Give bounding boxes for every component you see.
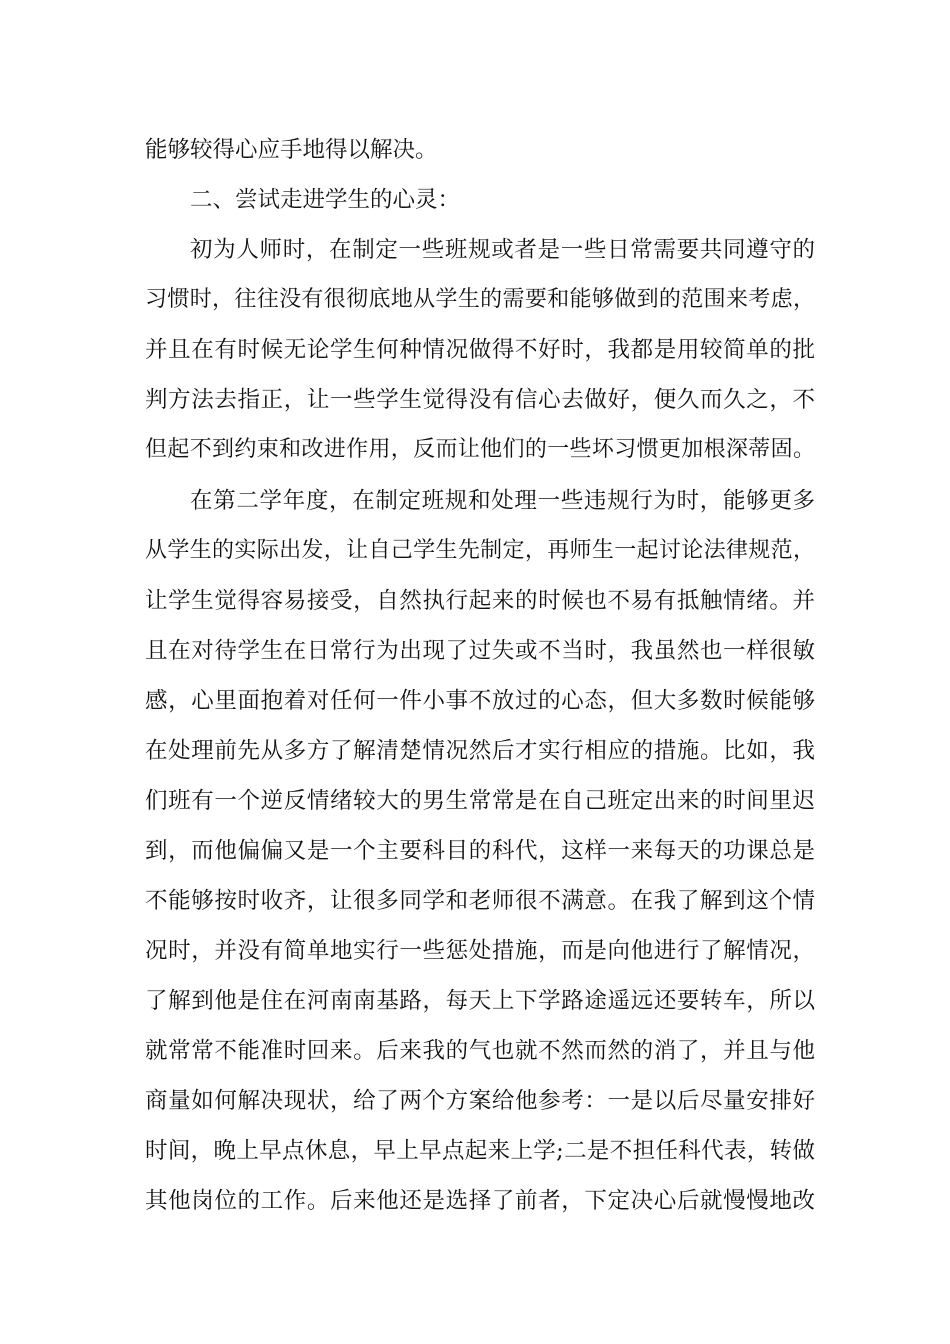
paragraph-line: 在处理前先从多方了解清楚情况然后才实行相应的措施。比如，我 <box>145 738 815 764</box>
paragraph-line: 初为人师时，在制定一些班规或者是一些日常需要共同遵守的 <box>190 237 815 263</box>
paragraph-line: 能够较得心应手地得以解决。 <box>145 137 438 163</box>
paragraph-line: 从学生的实际出发，让自己学生先制定，再师生一起讨论法律规范， <box>145 538 815 563</box>
paragraph-line: 感，心里面抱着对任何一件小事不放过的心态，但大多数时候能够 <box>145 688 815 714</box>
paragraph-line: 商量如何解决现状，给了两个方案给他参考：一是以后尽量安排好 <box>145 1088 815 1114</box>
paragraph-line: 不能够按时收齐，让很多同学和老师很不满意。在我了解到这个情 <box>145 888 815 914</box>
paragraph-line: 们班有一个逆反情绪较大的男生常常是在自己班定出来的时间里迟 <box>145 788 815 814</box>
paragraph-line: 让学生觉得容易接受，自然执行起来的时候也不易有抵触情绪。并 <box>145 588 815 614</box>
paragraph-line: 且在对待学生在日常行为出现了过失或不当时，我虽然也一样很敏 <box>145 638 815 664</box>
paragraph-line: 就常常不能准时回来。后来我的气也就不然而然的消了，并且与他 <box>145 1038 815 1064</box>
paragraph-line: 了解到他是住在河南南基路，每天上下学路途遥远还要转车，所以 <box>145 988 815 1014</box>
paragraph-line: 到，而他偏偏又是一个主要科目的科代，这样一来每天的功课总是 <box>145 838 815 864</box>
paragraph-line: 但起不到约束和改进作用，反而让他们的一些坏习惯更加根深蒂固。 <box>145 437 815 462</box>
paragraph-line: 况时，并没有简单地实行一些惩处措施，而是向他进行了解情况， <box>145 938 815 964</box>
paragraph-line: 其他岗位的工作。后来他还是选择了前者，下定决心后就慢慢地改 <box>145 1188 815 1214</box>
paragraph-line: 并且在有时候无论学生何种情况做得不好时，我都是用较简单的批 <box>145 337 815 363</box>
section-heading: 二、尝试走进学生的心灵： <box>190 187 461 213</box>
paragraph-line: 时间，晚上早点休息，早上早点起来上学;二是不担任科代表，转做 <box>145 1138 815 1164</box>
paragraph-line: 习惯时，往往没有很彻底地从学生的需要和能够做到的范围来考虑， <box>145 287 815 312</box>
paragraph-line: 判方法去指正，让一些学生觉得没有信心去做好，便久而久之，不 <box>145 387 815 413</box>
paragraph-line: 在第二学年度，在制定班规和处理一些违规行为时，能够更多 <box>190 488 815 514</box>
